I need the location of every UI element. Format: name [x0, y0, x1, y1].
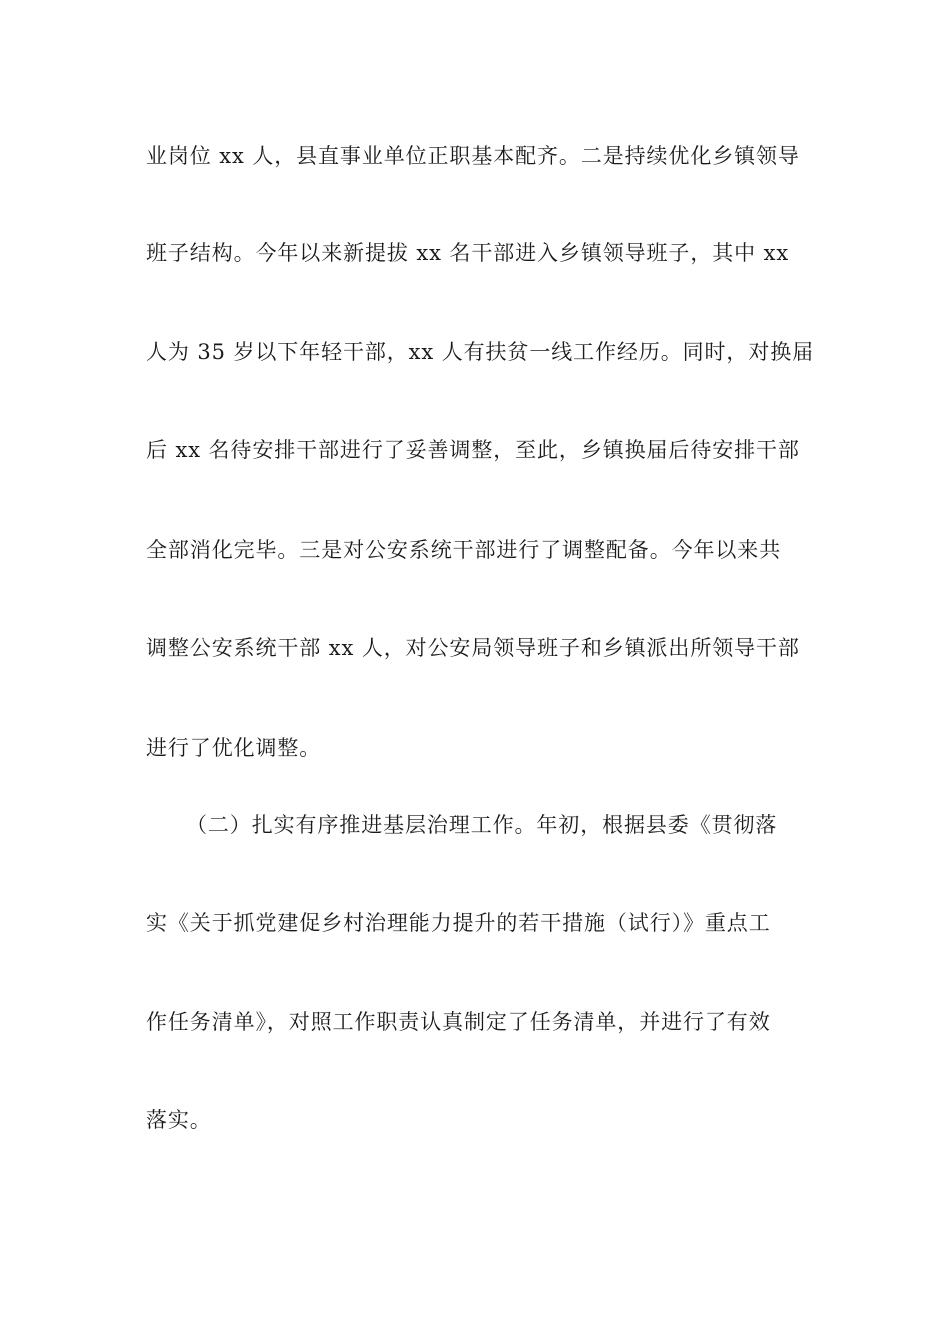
paragraph-line: 实《关于抓党建促乡村治理能力提升的若干措施（试行）》重点工 — [146, 911, 771, 935]
paragraph-line: 调整公安系统干部 xx 人，对公安局领导班子和乡镇派出所领导干部 — [146, 636, 800, 660]
paragraph-line: 落实。 — [146, 1108, 212, 1132]
paragraph-line: 业岗位 xx 人，县直事业单位正职基本配齐。二是持续优化乡镇领导 — [146, 144, 800, 168]
paragraph-line: 全部消化完毕。三是对公安系统干部进行了调整配备。今年以来共 — [146, 538, 782, 562]
paragraph-line: 人为 35 岁以下年轻干部，xx 人有扶贫一线工作经历。同时，对换届 — [146, 340, 815, 364]
paragraph-line: 进行了优化调整。 — [146, 736, 322, 760]
paragraph-line: 作任务清单》，对照工作职责认真制定了任务清单，并进行了有效 — [146, 1010, 771, 1034]
section-heading-line: （二）扎实有序推进基层治理工作。年初，根据县委《贯彻落 — [186, 813, 778, 837]
paragraph-line: 后 xx 名待安排干部进行了妥善调整，至此，乡镇换届后待安排干部 — [146, 438, 800, 462]
paragraph-line: 班子结构。今年以来新提拔 xx 名干部进入乡镇领导班子，其中 xx — [146, 241, 790, 265]
